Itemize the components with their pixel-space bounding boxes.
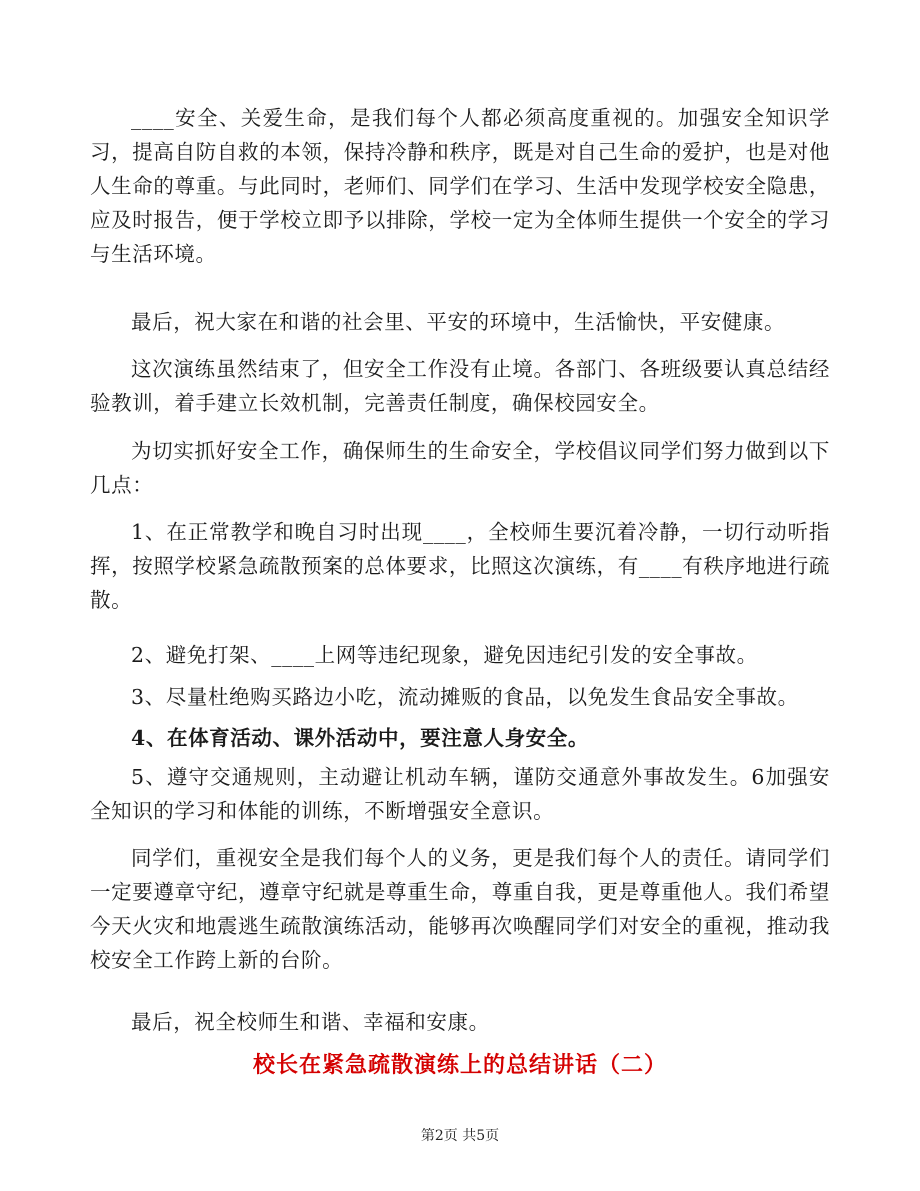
paragraph-safety-intro: ____安全、关爱生命，是我们每个人都必须高度重视的。加强安全知识学习，提高自防自救的本领，保持冷静和秩序，既是对自己生命的爱护，也是对他人生命的尊重。与此同时，老师们、同学们在学习、生活中发现学校安全隐患，应及时报告，便于学校立即予以排除，学校一定为全体师生提供一个安全的学习与生活环境。: [90, 106, 830, 266]
list-item-3: 3、尽量杜绝购买路边小吃，流动摊贩的食品，以免发生食品安全事故。: [131, 685, 799, 709]
paragraph-final-wish: 最后，祝全校师生和谐、幸福和安康。: [131, 1010, 490, 1034]
paragraph-drill-summary: 这次演练虽然结束了，但安全工作没有止境。各部门、各班级要认真总结经验教训，着手建立长效机制，完善责任制度，确保校园安全。: [90, 357, 830, 415]
paragraph-proposal-intro: 为切实抓好安全工作，确保师生的生命安全，学校倡议同学们努力做到以下几点：: [90, 439, 830, 497]
list-item-4: 4、在体育活动、课外活动中，要注意人身安全。: [131, 726, 589, 750]
list-item-1: 1、在正常教学和晚自习时出现____，全校师生要沉着冷静，一切行动听指挥，按照学校紧急疏散预案的总体要求，比照这次演练，有____有秩序地进行疏散。: [90, 520, 830, 612]
paragraph-closing-wish: 最后，祝大家在和谐的社会里、平安的环境中，生活愉快，平安健康。: [131, 310, 786, 334]
section-title: 校长在紧急疏散演练上的总结讲话（二）: [252, 1052, 667, 1078]
paragraph-responsibility: 同学们，重视安全是我们每个人的义务，更是我们每个人的责任。请同学们一定要遵章守纪，遵章守纪就是尊重生命，尊重自我，更是尊重他人。我们希望今天火灾和地震逃生疏散演练活动，能够再次唤醒同学们对安全的重视，推动我校安全工作跨上新的台阶。: [90, 846, 830, 972]
list-item-5: 5、遵守交通规则，主动避让机动车辆，谨防交通意外事故发生。6加强安全知识的学习和体能的训练，不断增强安全意识。: [90, 765, 830, 823]
page-number-footer: 第2页 共5页: [420, 1128, 500, 1144]
list-item-2: 2、避免打架、____上网等违纪现象，避免因违纪引发的安全事故。: [131, 643, 758, 667]
